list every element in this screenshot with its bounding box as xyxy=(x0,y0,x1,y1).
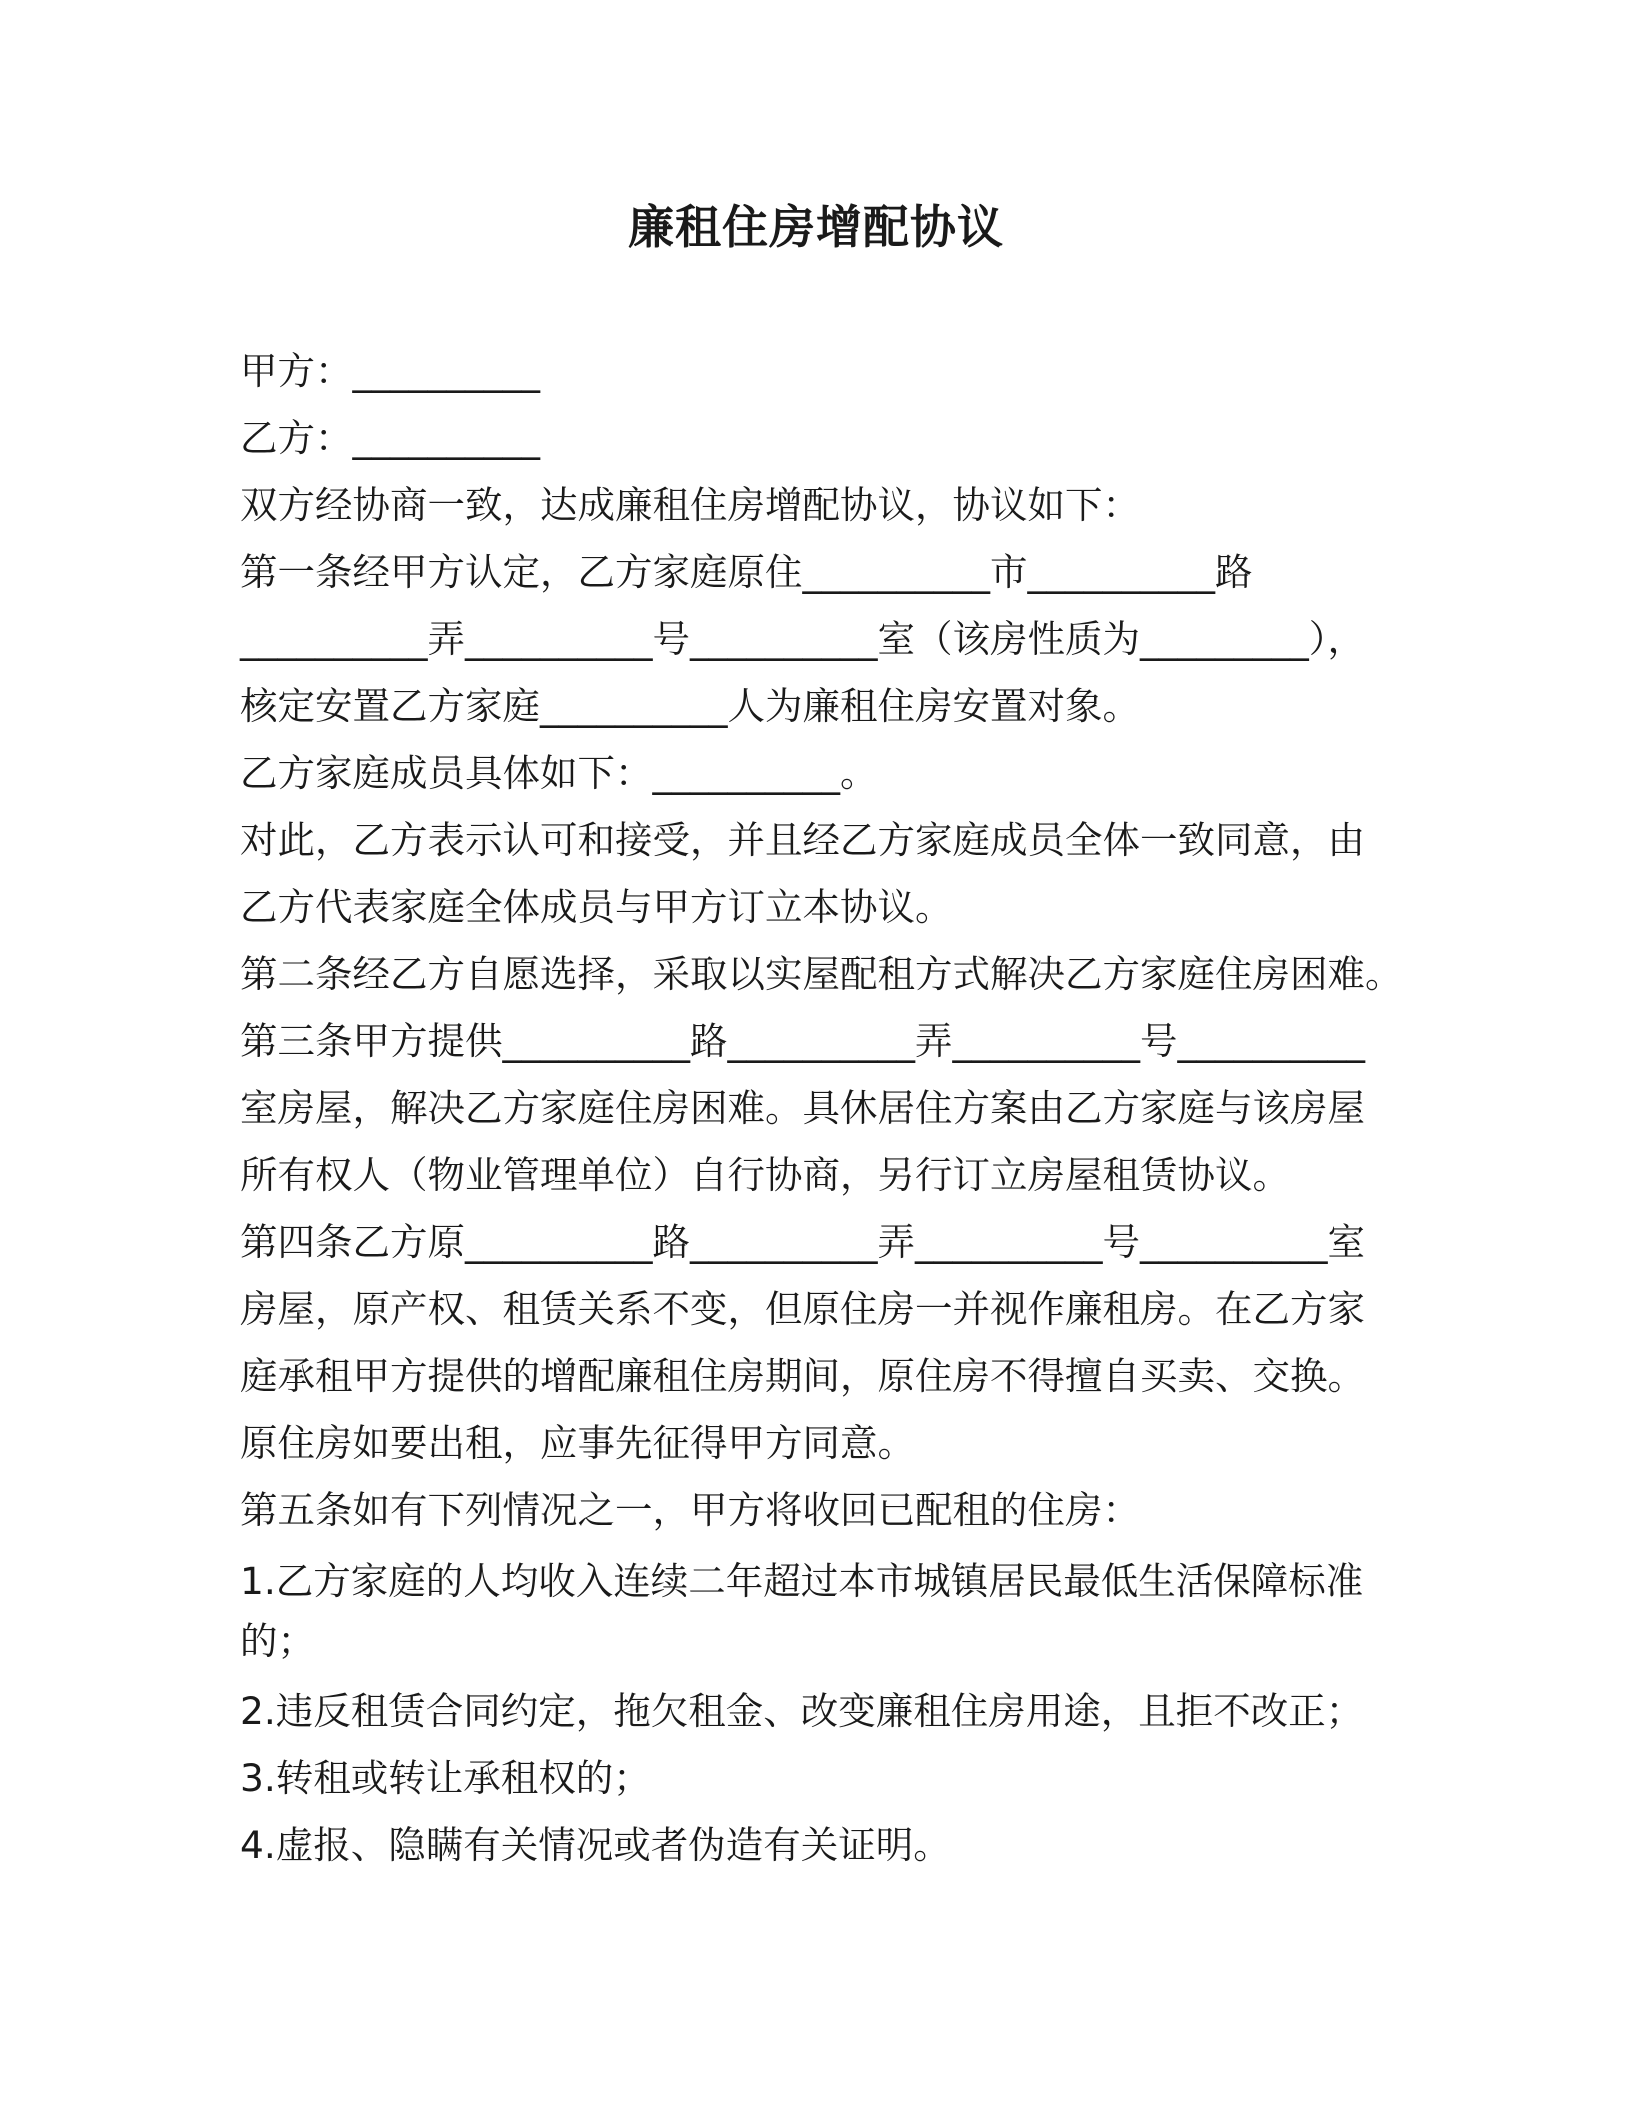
article-3-line-3: 所有权人（物业管理单位）自行协商，另行订立房屋租赁协议。 xyxy=(240,1153,1290,1197)
article-4-line-4: 原住房如要出租，应事先征得甲方同意。 xyxy=(240,1421,915,1465)
article-3-line-2: 室房屋，解决乙方家庭住房困难。具休居住方案由乙方家庭与该房屋 xyxy=(240,1086,1365,1130)
article-1-line-3: 核定安置乙方家庭__________人为廉租住房安置对象。 xyxy=(240,684,1140,728)
preamble-line: 双方经协商一致，达成廉租住房增配协议，协议如下： xyxy=(240,483,1140,527)
article-4-line-3: 庭承租甲方提供的增配廉租住房期间，原住房不得擅自买卖、交换。 xyxy=(240,1354,1365,1398)
article-1-line-1: 第一条经甲方认定，乙方家庭原住__________市__________路 xyxy=(240,550,1253,594)
article-5-item-4: 4.虚报、隐瞒有关情况或者伪造有关证明。 xyxy=(240,1823,951,1867)
article-5-item-1: 1.乙方家庭的人均收入连续二年超过本市城镇居民最低生活保障标准的； xyxy=(240,1559,1364,1663)
document-title: 廉租住房增配协议 xyxy=(628,200,1004,254)
consent-line-1: 对此，乙方表示认可和接受，并且经乙方家庭成员全体一致同意，由 xyxy=(240,818,1365,862)
party-b-line: 乙方：__________ xyxy=(240,416,540,460)
consent-line-2: 乙方代表家庭全体成员与甲方订立本协议。 xyxy=(240,885,953,929)
family-members-line: 乙方家庭成员具体如下：__________。 xyxy=(240,751,878,795)
article-3-line-1: 第三条甲方提供__________路__________弄__________号__________ xyxy=(240,1019,1365,1063)
article-4-line-2: 房屋，原产权、租赁关系不变，但原住房一并视作廉租房。在乙方家 xyxy=(240,1287,1365,1331)
article-5-item-3: 3.转租或转让承租权的； xyxy=(240,1756,651,1800)
article-2-line: 第二条经乙方自愿选择，采取以实屋配租方式解决乙方家庭住房困难。 xyxy=(240,952,1403,996)
article-5-line: 第五条如有下列情况之一，甲方将收回已配租的住房： xyxy=(240,1488,1140,1532)
party-a-line: 甲方：__________ xyxy=(240,349,540,393)
article-4-line-1: 第四条乙方原__________路__________弄__________号__________室 xyxy=(240,1220,1365,1264)
article-1-line-2: __________弄__________号__________室（该房性质为_________）， xyxy=(240,617,1365,661)
article-5-item-2: 2.违反租赁合同约定，拖欠租金、改变廉租住房用途，且拒不改正； xyxy=(240,1689,1364,1733)
document-body xyxy=(240,338,1403,1879)
